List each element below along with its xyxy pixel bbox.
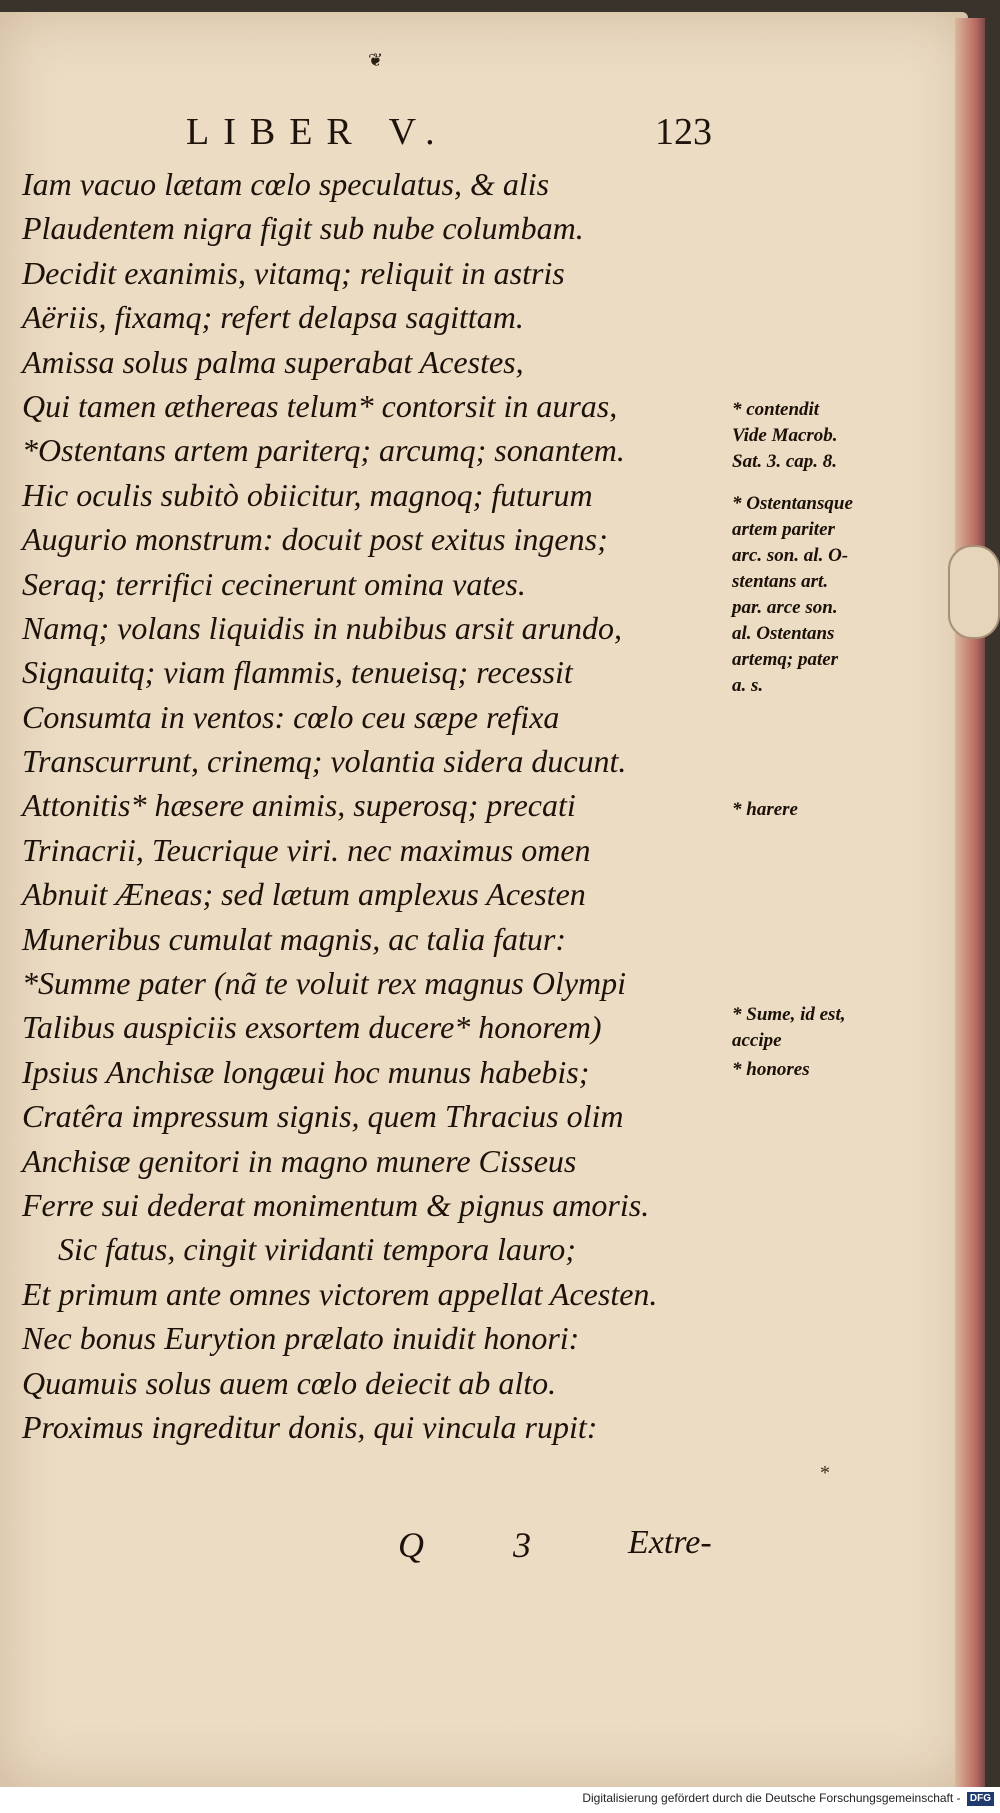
verse-line: Proximus ingreditur donis, qui vincula rupit: [22, 1408, 598, 1445]
verse-line: Cratêra impressum signis, quem Thracius olim [22, 1098, 624, 1135]
verse-line: Decidit exanimis, vitamq; reliquit in astris [22, 254, 565, 291]
page-edge-fore [955, 18, 985, 1788]
verse-line: Aëriis, fixamq; refert delapsa sagittam. [22, 299, 524, 336]
verse-line: Augurio monstrum: docuit post exitus ingens; [22, 521, 608, 558]
verse-line: Muneribus cumulat magnis, ac talia fatur: [22, 920, 566, 957]
ornament-icon: ❦ [368, 50, 384, 70]
verse-line: Consumta in ventos: cœlo ceu sæpe refixa [22, 698, 560, 735]
verse-line: Iam vacuo lætam cœlo speculatus, & alis [22, 166, 550, 202]
verse-line: Trinacrii, Teucrique viri. nec maximus omen [22, 831, 591, 868]
catchword: Extre- [628, 1524, 712, 1561]
verse-line: Seraq; terrifici cecinerunt omina vates. [22, 565, 526, 602]
verse-line: Transcurrunt, crinemq; volantia sidera ducunt. [22, 743, 627, 780]
clasp-ring-icon [948, 545, 1000, 639]
digitization-credit [582, 1791, 994, 1806]
verse-line: Signauitq; viam flammis, tenueisq; recessit [22, 654, 573, 691]
verse-line: Qui tamen æthereas telum* contorsit in auras, [22, 387, 618, 424]
verse-line: Ipsius Anchisæ longæui hoc munus habebis; [22, 1053, 590, 1090]
verse-line: Abnuit Æneas; sed lætum amplexus Acesten [22, 876, 586, 913]
verse-line: Talibus auspiciis exsortem ducere* honorem) [22, 1009, 602, 1046]
marginal-note: * harere [732, 799, 798, 820]
verse-line: Amissa solus palma superabat Acestes, [22, 343, 524, 380]
credit-text: Digitalisierung gefördert durch die Deutsche Forschungsgemeinschaft - [582, 1791, 961, 1805]
verse-text [22, 162, 742, 1449]
verse-line: Plaudentem nigra figit sub nube columbam. [22, 210, 584, 247]
page-number: 123 [655, 111, 712, 153]
marginal-note: * contendit Vide Macrob. Sat. 3. cap. 8. [732, 399, 838, 472]
verse-line: *Ostentans artem pariterq; arcumq; sonantem. [22, 432, 625, 469]
verse-line: Attonitis* hæsere animis, superosq; precati [22, 787, 576, 824]
verse-line: Nec bonus Eurytion prælato inuidit honori: [22, 1320, 580, 1357]
marginal-note: * honores [732, 1059, 810, 1080]
stray-mark: * [820, 1462, 830, 1484]
verse-line: Et primum ante omnes victorem appellat Acesten. [22, 1275, 658, 1312]
marginal-note: * Sume, id est, accipe [732, 1004, 846, 1051]
running-head: LIBER V. [186, 111, 449, 153]
verse-line: Quamuis solus auem cœlo deiecit ab alto. [22, 1364, 557, 1401]
signature-mark: Q 3 [398, 1525, 571, 1565]
verse-line: Anchisæ genitori in magno munere Cisseus [22, 1142, 577, 1179]
verse-line: Sic fatus, cingit viridanti tempora lauro; [58, 1231, 576, 1268]
verse-line: Ferre sui dederat monimentum & pignus amoris. [22, 1186, 650, 1223]
marginal-note: * Ostentansque artem pariter arc. son. al. O- stentans art. par. arce son. al. Ostentans artemq; pater a. s. [732, 493, 853, 696]
dfg-logo-icon: DFG [967, 1792, 994, 1806]
book-page [0, 12, 968, 1787]
verse-line: Hic oculis subitò obiicitur, magnoq; futurum [22, 476, 593, 513]
verse-line: *Summe pater (nã te voluit rex magnus Olympi [22, 965, 627, 1002]
verse-line: Namq; volans liquidis in nubibus arsit arundo, [22, 609, 623, 646]
